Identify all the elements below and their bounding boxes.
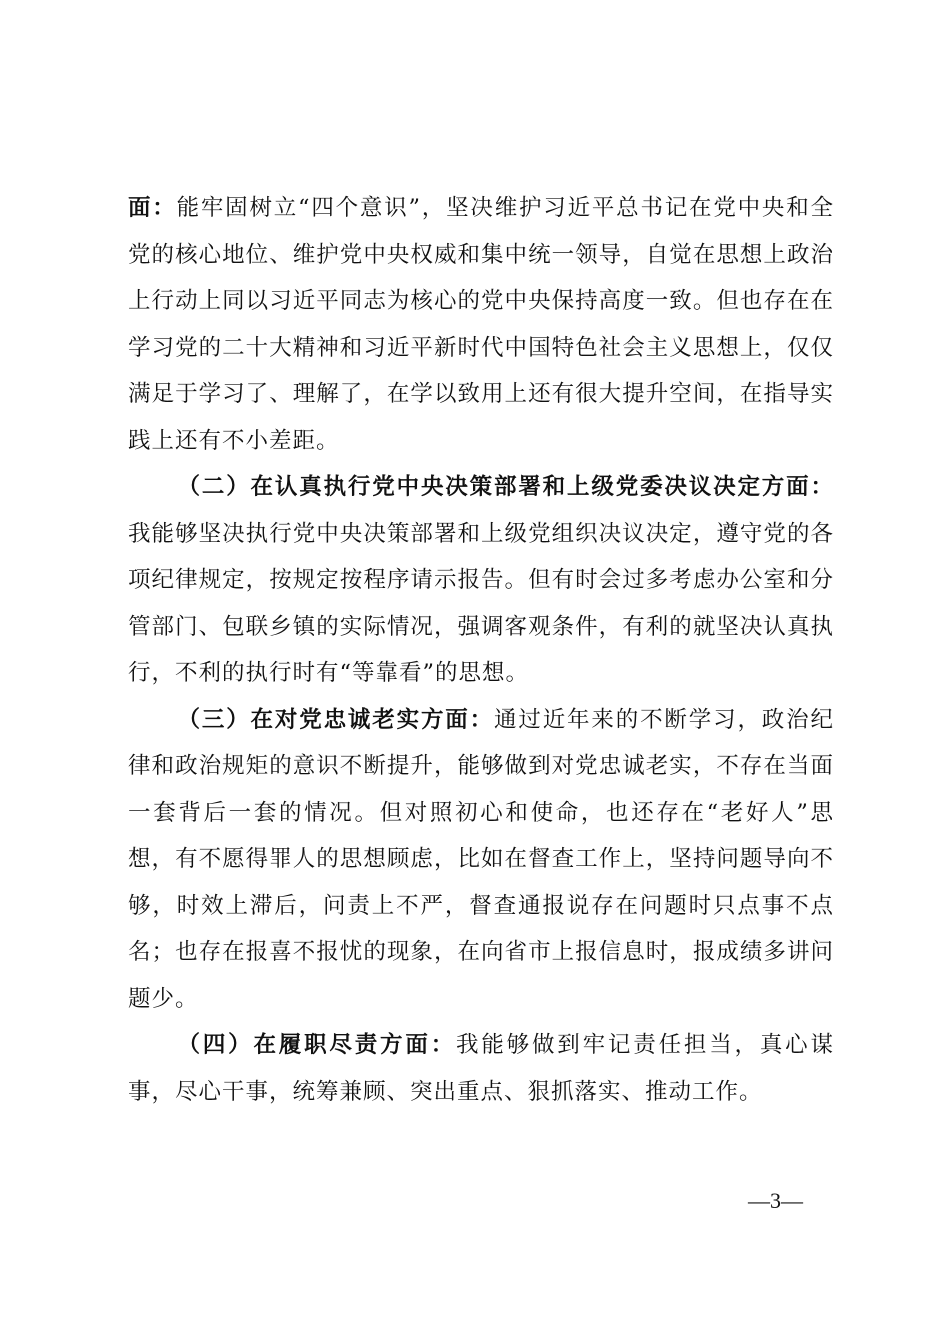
paragraph-2-heading: （二）在认真执行党中央决策部署和上级党委决议决定方面： xyxy=(177,474,834,500)
page-number: —3— xyxy=(748,1188,803,1213)
paragraph-4 xyxy=(128,1022,834,1115)
paragraph-1-text: 能牢固树立“四个意识”，坚决维护习近平总书记在党中央和全党的核心地位、维护党中央权威和集中统一领导，自觉在思想上政治上行动上同以习近平同志为核心的党中央保持高度一致。但也存在在学习党的二十大精神和习近平新时代中国特色社会主义思想上，仅仅满足于学习了、理解了，在学以致用上还有很大提升空间，在指导实践上还有不小差距。 xyxy=(128,195,834,454)
paragraph-2 xyxy=(128,464,834,697)
paragraph-4-text: 我能够做到牢记责任担当，真心谋事，尽心干事，统筹兼顾、突出重点、狠抓落实、推动工作。 xyxy=(128,1032,834,1105)
paragraph-3-heading: （三）在对党忠诚老实方面： xyxy=(177,706,494,733)
paragraph-3-text: 通过近年来的不断学习，政治纪律和政治规矩的意识不断提升，能够做到对党忠诚老实，不存在当面一套背后一套的情况。但对照初心和使命，也还存在“老好人”思想，有不愿得罪人的思想顾虑，比如在督查工作上，坚持问题导向不够，时效上滞后，问责上不严，督查通报说存在问题时只点事不点名；也存在报喜不报忧的现象，在向省市上报信息时，报成绩多讲问题少。 xyxy=(128,706,834,1012)
paragraph-4-heading: （四）在履职尽责方面： xyxy=(177,1032,457,1058)
paragraph-1-heading: 面： xyxy=(128,195,177,221)
paragraph-1 xyxy=(128,185,834,464)
paragraph-3 xyxy=(128,697,834,1023)
document-body xyxy=(128,185,834,1115)
paragraph-2-text: 我能够坚决执行党中央决策部署和上级党组织决议决定，遵守党的各项纪律规定，按规定按程序请示报告。但有时会过多考虑办公室和分管部门、包联乡镇的实际情况，强调客观条件，有利的就坚决认真执行，不利的执行时有“等靠看”的思想。 xyxy=(128,520,834,686)
